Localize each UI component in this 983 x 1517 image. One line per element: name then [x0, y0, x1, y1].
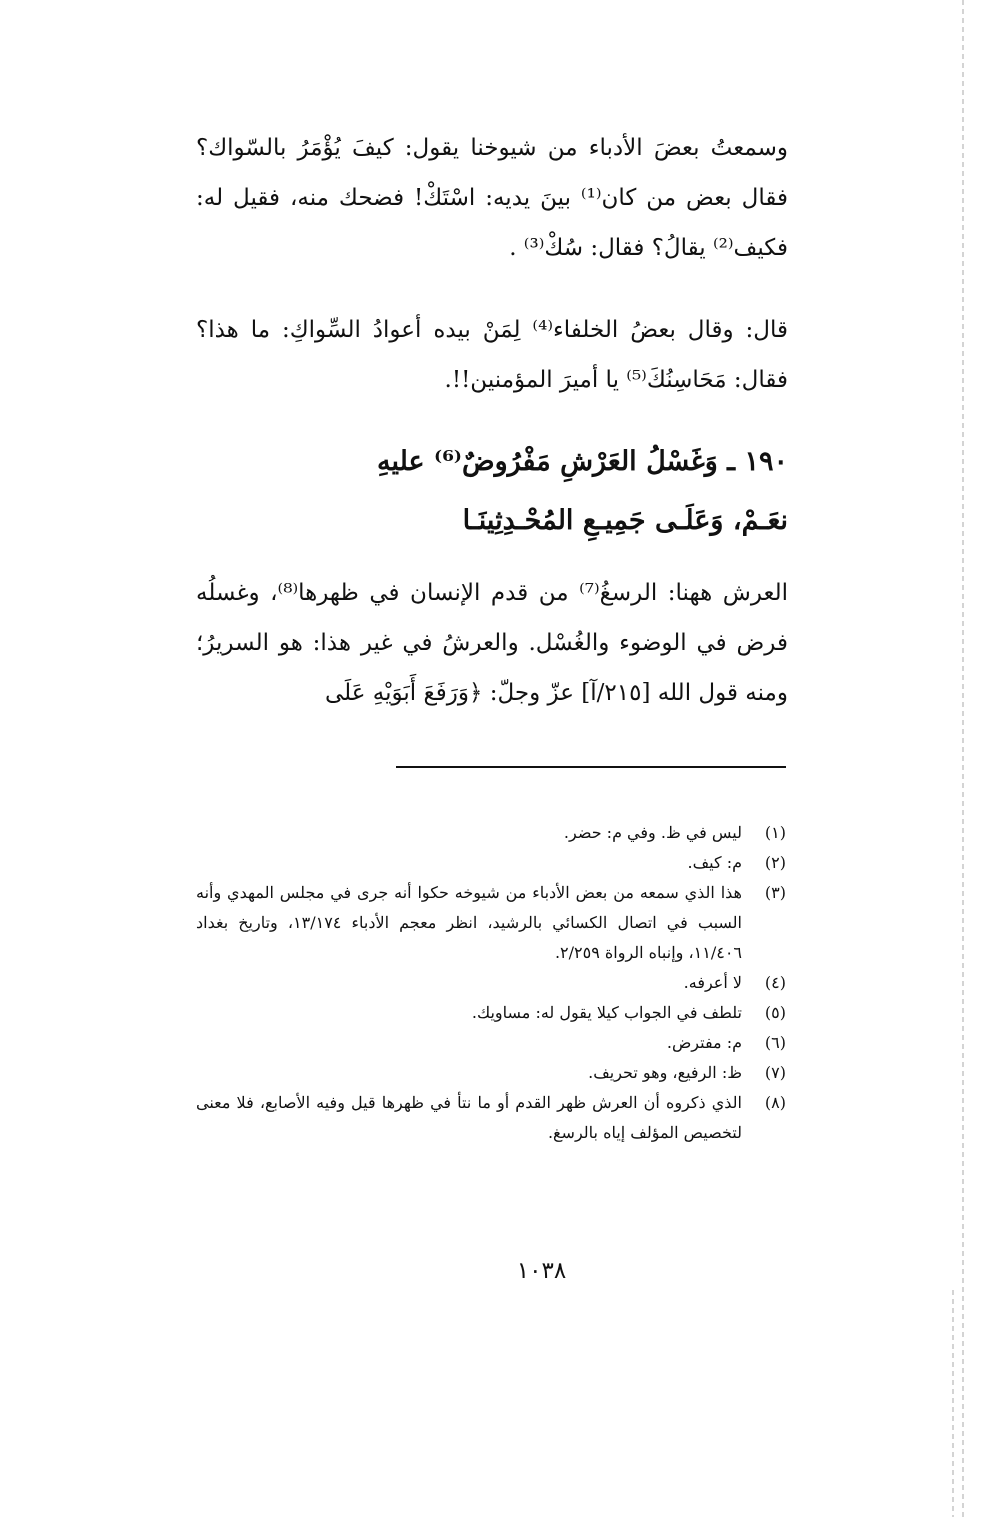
- footnote-text: م: كيف.: [687, 853, 742, 872]
- footnote-number: (٢): [764, 853, 786, 872]
- page-number-wrapper: [0, 1258, 983, 1284]
- footnote-text: الذي ذكروه أن العرش ظهر القدم أو ما نتأ في ظهرها قيل وفيه الأصابع، فلا معنى لتخصيص المؤلف إياه بالرسغ.: [196, 1093, 742, 1142]
- footnote-divider: [396, 766, 786, 768]
- paragraph-siwak-anecdote: وسمعتُ بعضَ الأدباء من شيوخنا يقول: كيفَ يُؤْمَرُ بالسّواك؟ فقال بعض من كان⁽¹⁾ بينَ يديه: اسْتَكْ! فضحك منه، فقيل له: فكيف⁽²⁾ يقالُ؟ فقال: سُكْ⁽³⁾ .: [196, 135, 789, 261]
- footnote-text: ظ: الرفيع، وهو تحريف.: [588, 1063, 742, 1082]
- footnote-number: (٣): [764, 883, 786, 902]
- footnote-item: [196, 968, 786, 998]
- paragraph-arsh-commentary: العرش ههنا: الرسغُ⁽⁷⁾ من قدم الإنسان في ظهرها⁽⁸⁾، وغسلُه فرض في الوضوء والغُسْل. والعرشُ في غير هذا: هو السريرُ؛ ومنه قول الله [٢١٥/آ] عزّ وجلّ: ﴿وَرَفَعَ أَبَوَيْهِ عَلَى: [196, 580, 789, 706]
- footnote-number: (٥): [764, 1003, 786, 1022]
- footnote-item: [196, 1058, 786, 1088]
- footnote-text: م: مفترض.: [666, 1033, 742, 1052]
- footnote-text: لا أعرفه.: [683, 973, 742, 992]
- footnote-item: [196, 878, 786, 968]
- paragraph-caliph-anecdote: قال: وقال بعضُ الخلفاء⁽⁴⁾ لِمَنْ بيده أعوادُ السِّواكِ: ما هذا؟ فقال: مَحَاسِنُكَ⁽⁵⁾ يا أميرَ المؤمنين!!.: [196, 317, 788, 393]
- footnote-text: ليس في ظ. وفي م: حضر.: [563, 823, 742, 842]
- footnote-item: [196, 1028, 786, 1058]
- footnotes-section: [196, 818, 786, 1148]
- page-edge-shadow-lower: [952, 1290, 954, 1517]
- footnote-text: تلطف في الجواب كيلا يقول له: مساويك.: [471, 1003, 742, 1022]
- footnote-number: (١): [764, 823, 786, 842]
- page-number: ١٠٣٨: [516, 1258, 567, 1284]
- verse-line-2: نعَـمْ، وَعَلَـى جَمِيـعِ المُحْـدِثِينَـا: [462, 505, 788, 536]
- footnote-item: [196, 1088, 786, 1148]
- verse-line-1: ١٩٠ ـ وَغَسْلُ العَرْشِ مَفْرُوضٌ⁽⁶⁾ عليهِ: [376, 446, 788, 477]
- footnote-item: [196, 818, 786, 848]
- footnote-number: (٧): [764, 1063, 786, 1082]
- footnote-number: (٤): [764, 973, 786, 992]
- footnote-item: [196, 998, 786, 1028]
- footnote-number: (٦): [764, 1033, 786, 1052]
- footnote-text: هذا الذي سمعه من بعض الأدباء من شيوخه حكوا أنه جرى في مجلس المهدي وأنه السبب في اتصال الكسائي بالرشيد، انظر معجم الأدباء ١٣/١٧٤، وتاريخ بغداد ١١/٤٠٦، وإنباه الرواة ٢/٢٥٩.: [196, 883, 742, 962]
- page-edge-shadow: [962, 0, 964, 1517]
- footnote-number: (٨): [764, 1093, 786, 1112]
- footnote-item: [196, 848, 786, 878]
